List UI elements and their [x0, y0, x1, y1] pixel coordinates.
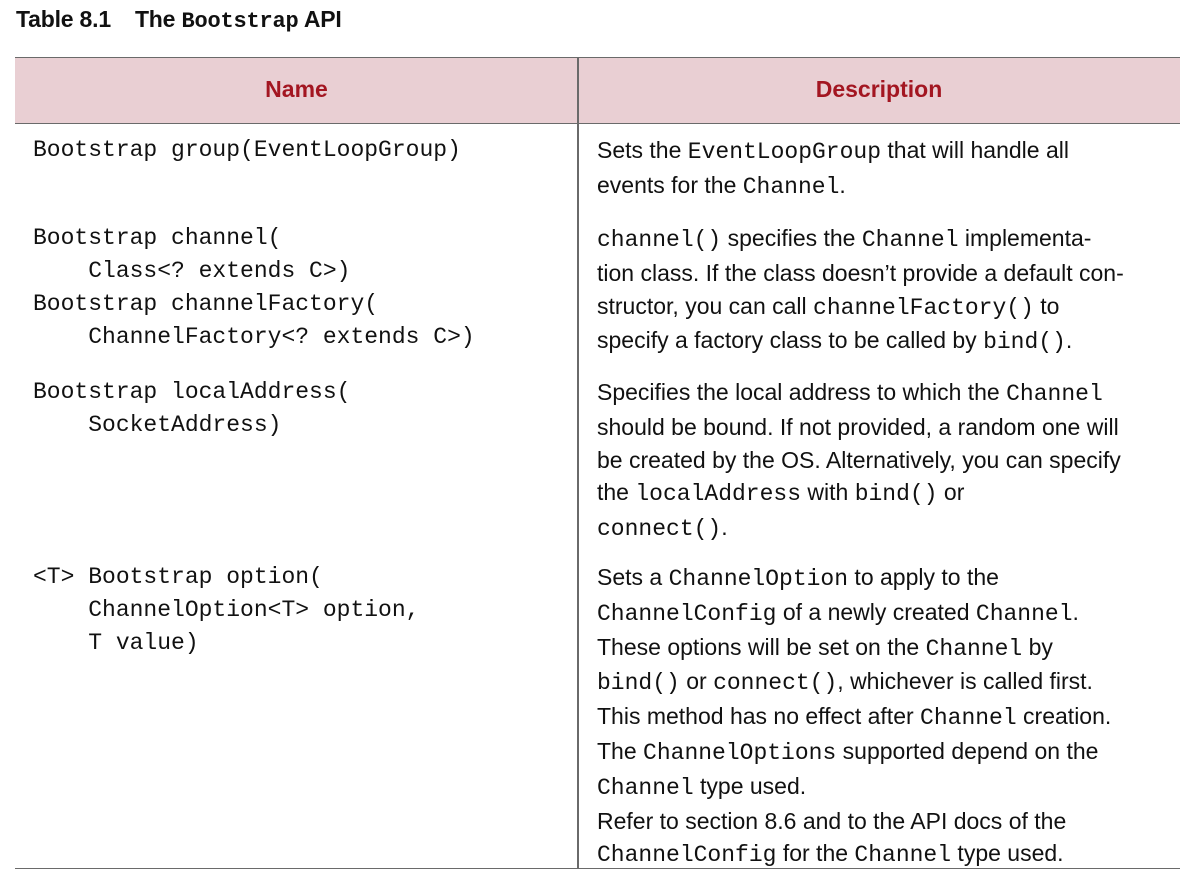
method-signature: [33, 376, 573, 442]
method-signature: [33, 134, 573, 167]
description-line: [597, 561, 1177, 596]
description-line: [597, 134, 1177, 169]
description-line: [597, 222, 1177, 257]
code-term: Channel: [597, 774, 694, 801]
description-line: [597, 837, 1177, 872]
description-text: implementa-: [958, 225, 1092, 251]
code-term: Channel: [925, 635, 1023, 662]
code-term: Channel: [920, 705, 1017, 732]
column-divider: [577, 58, 579, 868]
description-line: [597, 169, 1177, 204]
code-term: bind(): [854, 481, 938, 508]
code-term: Channel: [975, 600, 1073, 627]
signature-line: ChannelOption<T> option,: [33, 597, 420, 623]
description-text: This method has no effect after: [597, 703, 921, 730]
description-text: type used.: [951, 840, 1064, 867]
code-term: ChannelOption: [668, 566, 849, 592]
description-text: with: [801, 479, 855, 506]
column-header-description: Description: [815, 76, 943, 102]
description-text: or: [937, 479, 965, 506]
method-description: [597, 134, 1177, 204]
description-text: Specifies the local address to which the: [597, 379, 1007, 405]
signature-line: Bootstrap channelFactory(: [33, 291, 379, 317]
description-line: [597, 665, 1177, 700]
description-text: by: [1022, 633, 1053, 660]
signature-line: Bootstrap group(EventLoopGroup): [33, 137, 461, 163]
description-line: [597, 700, 1177, 735]
code-term: connect(): [597, 516, 722, 543]
code-term: channel(): [597, 227, 722, 253]
description-text: , whichever is called first.: [837, 668, 1093, 695]
method-description: [597, 222, 1177, 359]
description-text: supported depend on the: [836, 737, 1099, 764]
description-text: Sets the: [597, 137, 688, 163]
table-header: [15, 58, 1180, 124]
description-text: should be bound. If not provided, a random one will: [597, 413, 1119, 440]
description-line: [597, 411, 1177, 444]
column-header-name: Name: [265, 76, 328, 102]
code-term: ChannelOptions: [643, 739, 837, 766]
description-line: [597, 770, 1177, 805]
table-caption: [16, 6, 342, 34]
description-text: for the: [776, 840, 855, 867]
code-term: EventLoopGroup: [687, 139, 882, 165]
description-text: the: [597, 479, 636, 506]
description-text: Refer to section 8.6 and to the API docs of the: [597, 807, 1067, 834]
signature-line: Bootstrap localAddress(: [33, 379, 351, 405]
code-term: ChannelConfig: [597, 842, 777, 869]
description-text: specify a factory class to be called by: [597, 327, 984, 354]
description-text: tion class. If the class doesn’t provide a default con-: [597, 259, 1124, 286]
code-term: Channel: [1006, 381, 1103, 407]
code-term: Channel: [742, 173, 840, 200]
code-term: bind(): [597, 670, 680, 697]
description-text: events for the: [597, 171, 743, 198]
description-text: of a newly created: [776, 598, 976, 625]
method-signature: [33, 561, 573, 660]
description-text: The: [597, 737, 644, 764]
description-text: .: [1072, 598, 1079, 625]
method-description: [597, 561, 1177, 872]
description-text: .: [721, 514, 728, 541]
description-text: that will handle all: [881, 137, 1069, 163]
code-term: Channel: [861, 227, 959, 253]
description-line: [597, 805, 1177, 838]
code-term: ChannelConfig: [597, 600, 777, 627]
description-line: [597, 444, 1177, 477]
signature-line: Bootstrap channel(: [33, 225, 282, 251]
description-text: specifies the: [721, 225, 862, 251]
table-title-suffix: API: [303, 6, 342, 32]
table-title-code: Bootstrap: [181, 9, 299, 34]
method-description: [597, 376, 1177, 546]
code-term: bind(): [983, 329, 1066, 356]
description-line: [597, 324, 1177, 359]
code-term: localAddress: [635, 481, 802, 508]
description-line: [597, 290, 1177, 325]
code-term: channelFactory(): [813, 294, 1034, 321]
description-line: [597, 257, 1177, 290]
description-line: [597, 376, 1177, 411]
description-line: [597, 631, 1177, 666]
description-line: [597, 596, 1177, 631]
description-line: [597, 511, 1177, 546]
signature-line: SocketAddress): [33, 412, 282, 438]
code-term: Channel: [854, 842, 952, 869]
description-text: to: [1033, 292, 1060, 319]
description-text: .: [839, 171, 846, 198]
description-text: type used.: [693, 772, 807, 799]
description-text: Sets a: [597, 564, 669, 590]
description-text: to apply to the: [848, 564, 999, 590]
table-number: Table 8.1: [16, 6, 111, 32]
description-text: These options will be set on the: [597, 633, 926, 660]
description-text: be created by the OS. Alternatively, you can specify: [597, 446, 1121, 473]
description-line: [597, 735, 1177, 770]
table-title-prefix: The: [134, 6, 176, 32]
signature-line: ChannelFactory<? extends C>): [33, 324, 475, 350]
signature-line: Class<? extends C>): [33, 258, 351, 284]
api-table: [15, 57, 1180, 869]
signature-line: <T> Bootstrap option(: [33, 564, 323, 590]
description-text: .: [1065, 327, 1073, 354]
code-term: connect(): [713, 670, 838, 697]
signature-line: T value): [33, 630, 199, 656]
description-line: [597, 476, 1177, 511]
description-text: structor, you can call: [597, 292, 814, 319]
description-text: or: [679, 668, 714, 695]
description-text: creation.: [1016, 703, 1112, 730]
method-signature: [33, 222, 573, 354]
